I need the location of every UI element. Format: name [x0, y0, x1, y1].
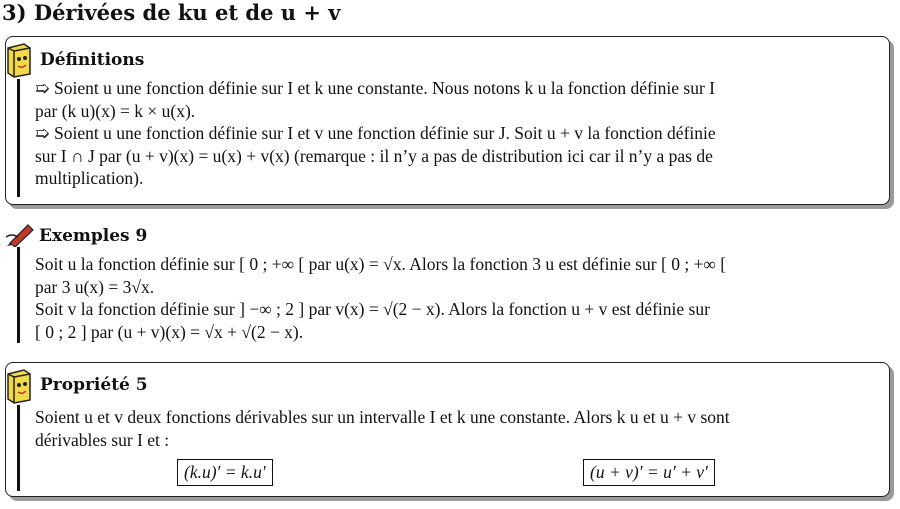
definition-2-line-1: ➯ Soient u une fonction définie sur I et v une fonction définie sur J. Soit u + v la fonction définie: [35, 123, 716, 143]
property-line-1: Soient u et v deux fonctions dérivables sur un intervalle I et k une constante. Alors k u et u + v sont: [35, 407, 730, 427]
property-text: [35, 406, 881, 451]
definitions-bar: [17, 79, 20, 197]
property-bar: [17, 405, 20, 491]
example-line-1: Soit u la fonction définie sur [ 0 ; +∞ [ par u(x) = √x. Alors la fonction 3 u est définie sur [ 0 ; +∞ [: [35, 254, 727, 274]
property-line-2: dérivables sur I et :: [35, 429, 170, 450]
property-heading: Propriété 5: [40, 375, 148, 395]
definition-2-line-2: sur I ∩ J par (u + v)(x) = u(x) + v(x) (remarque : il n’y a pas de distribution ici car il n’y a pas de: [35, 145, 713, 166]
definition-1-line-1: ➯ Soient u une fonction définie sur I et k une constante. Nous notons k u la fonction définie sur I: [35, 78, 716, 98]
example-line-4: [ 0 ; 2 ] par (u + v)(x) = √x + √(2 − x).: [35, 321, 304, 342]
example-line-2: par 3 u(x) = 3√x.: [35, 276, 155, 297]
definitions-text: [35, 77, 881, 190]
formula-ku: (k.u)′ = k.u′: [177, 459, 273, 486]
section-title: 3) Dérivées de ku et de u + v: [2, 0, 341, 25]
examples-text: [35, 253, 891, 343]
book-icon: [4, 368, 34, 404]
definitions-heading: Définitions: [40, 50, 145, 70]
formula-u-plus-v: (u + v)′ = u′ + v′: [583, 459, 715, 486]
definition-1-line-2: par (k u)(x) = k × u(x).: [35, 100, 196, 121]
definition-2-line-3: multiplication).: [35, 168, 144, 188]
examples-bar: [17, 247, 20, 343]
examples-heading: Exemples 9: [39, 226, 148, 246]
book-icon: [4, 42, 34, 78]
pencil-icon: [4, 221, 36, 247]
example-line-3: Soit v la fonction définie sur ] −∞ ; 2 ] par v(x) = √(2 − x). Alors la fonction u + v est définie sur: [35, 299, 710, 319]
